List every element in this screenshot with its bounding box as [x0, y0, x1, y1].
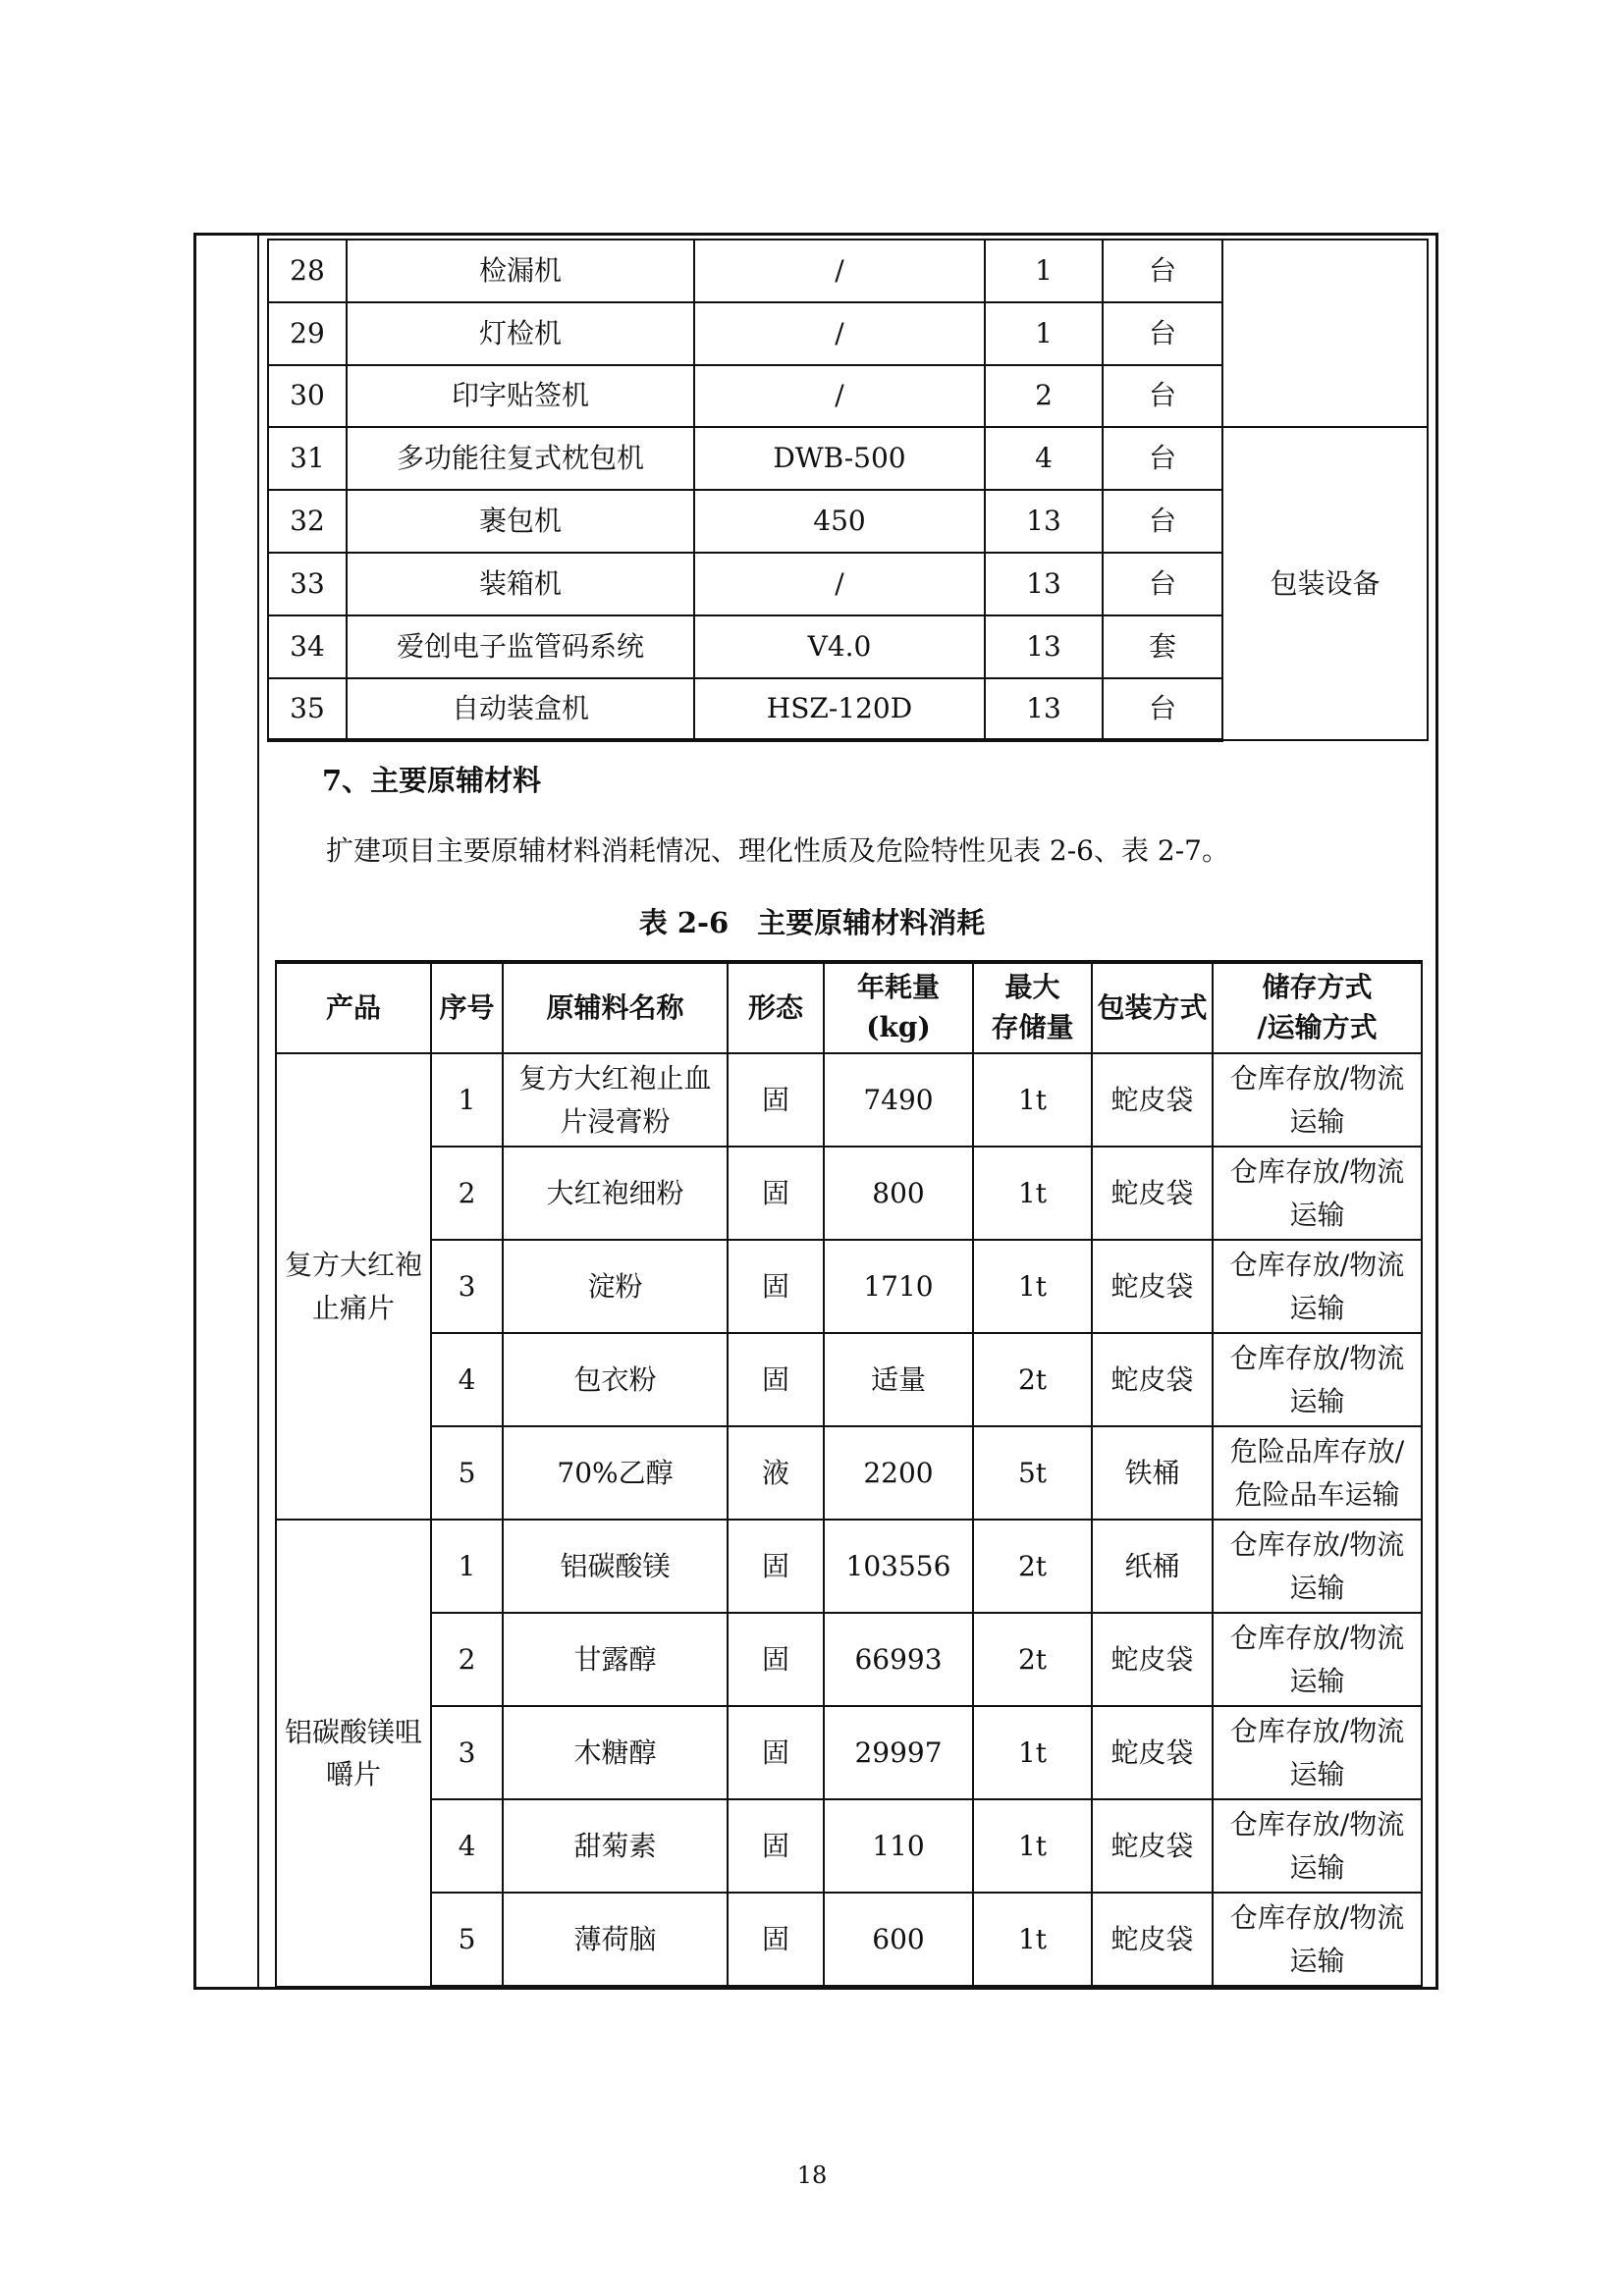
material-storage-line: 运输	[1289, 1104, 1345, 1138]
material-annual-cell: 1710	[824, 1240, 973, 1333]
equipment-name-cell: 灯检机	[347, 302, 694, 365]
frame-inner-rule	[257, 236, 259, 1988]
materials-row	[276, 1426, 1422, 1520]
material-storage-cell	[1213, 1799, 1422, 1893]
material-annual-cell: 29997	[824, 1706, 973, 1799]
material-storage-cell	[1213, 1613, 1422, 1706]
material-annual-cell: 600	[824, 1893, 973, 1987]
material-state-cell: 固	[728, 1147, 824, 1240]
materials-row	[276, 1799, 1422, 1893]
materials-table	[275, 960, 1423, 1989]
header-annual-line1: 年耗量	[856, 971, 940, 1004]
material-no-cell: 3	[431, 1706, 503, 1799]
equipment-no-cell: 31	[268, 427, 347, 490]
material-max-storage-cell: 1t	[973, 1893, 1092, 1987]
material-max-storage-cell: 1t	[973, 1706, 1092, 1799]
material-packaging-cell: 蛇皮袋	[1092, 1706, 1213, 1799]
equipment-no-cell: 32	[268, 490, 347, 553]
material-annual-cell: 66993	[824, 1613, 973, 1706]
material-no-cell: 4	[431, 1799, 503, 1893]
material-state-cell: 固	[728, 1893, 824, 1987]
header-annual-line2: (kg)	[866, 1011, 931, 1043]
equipment-model-cell: HSZ-120D	[694, 678, 985, 741]
material-packaging-cell: 蛇皮袋	[1092, 1613, 1213, 1706]
material-storage-line: 运输	[1289, 1384, 1345, 1417]
material-no-cell: 3	[431, 1240, 503, 1333]
equipment-unit-cell: 台	[1103, 302, 1222, 365]
materials-row	[276, 1240, 1422, 1333]
material-name-line: 甜菊素	[573, 1829, 657, 1862]
material-name-line: 淀粉	[587, 1269, 643, 1303]
header-product: 产品	[276, 962, 431, 1053]
material-storage-line: 运输	[1289, 1757, 1345, 1790]
material-name-cell	[503, 1799, 728, 1893]
equipment-qty-cell: 13	[985, 678, 1103, 741]
material-no-cell: 5	[431, 1426, 503, 1520]
material-name-line: 铝碳酸镁	[560, 1549, 671, 1582]
material-max-storage-cell: 1t	[973, 1799, 1092, 1893]
product-name-line: 止痛片	[311, 1291, 395, 1324]
material-storage-cell	[1213, 1053, 1422, 1147]
equipment-model-cell: V4.0	[694, 615, 985, 678]
equipment-name-cell: 爱创电子监管码系统	[347, 615, 694, 678]
product-name-line: 铝碳酸镁咀	[284, 1715, 422, 1748]
material-storage-line: 仓库存放/物流	[1229, 1155, 1405, 1189]
equipment-row	[268, 427, 1428, 490]
equipment-row	[268, 240, 1428, 302]
material-state-cell: 固	[728, 1240, 824, 1333]
material-storage-line: 仓库存放/物流	[1229, 1715, 1405, 1748]
material-storage-cell	[1213, 1147, 1422, 1240]
material-no-cell: 5	[431, 1893, 503, 1987]
materials-row	[276, 1147, 1422, 1240]
equipment-unit-cell: 套	[1103, 615, 1222, 678]
header-no: 序号	[431, 962, 503, 1053]
equipment-unit-cell: 台	[1103, 365, 1222, 428]
material-state-cell: 固	[728, 1706, 824, 1799]
material-name-line: 70%乙醇	[557, 1456, 674, 1489]
materials-row	[276, 1053, 1422, 1147]
material-name-cell	[503, 1613, 728, 1706]
equipment-name-cell: 装箱机	[347, 553, 694, 615]
material-max-storage-cell: 5t	[973, 1426, 1092, 1520]
header-storage-transport	[1213, 962, 1422, 1053]
material-storage-line: 运输	[1289, 1850, 1345, 1884]
material-name-cell	[503, 1147, 728, 1240]
section-title: 7、主要原辅材料	[322, 764, 542, 797]
equipment-name-cell: 多功能往复式枕包机	[347, 427, 694, 490]
material-name-line: 包衣粉	[573, 1362, 657, 1396]
header-max-line1: 最大	[1004, 971, 1060, 1004]
material-storage-line: 仓库存放/物流	[1229, 1528, 1405, 1562]
header-store-line2: /运输方式	[1257, 1011, 1378, 1043]
equipment-name-cell: 裹包机	[347, 490, 694, 553]
equipment-qty-cell: 13	[985, 490, 1103, 553]
material-storage-line: 运输	[1289, 1571, 1345, 1604]
equipment-unit-cell: 台	[1103, 553, 1222, 615]
header-store-line1: 储存方式	[1262, 971, 1373, 1004]
material-packaging-cell: 蛇皮袋	[1092, 1147, 1213, 1240]
materials-row	[276, 1613, 1422, 1706]
equipment-name-cell: 印字贴签机	[347, 365, 694, 428]
material-packaging-cell: 纸桶	[1092, 1520, 1213, 1613]
equipment-no-cell: 35	[268, 678, 347, 741]
material-name-cell	[503, 1333, 728, 1426]
header-material-name: 原辅料名称	[503, 962, 728, 1053]
material-state-cell: 液	[728, 1426, 824, 1520]
equipment-unit-cell: 台	[1103, 678, 1222, 741]
material-annual-cell: 适量	[824, 1333, 973, 1426]
header-packaging: 包装方式	[1092, 962, 1213, 1053]
product-name-line: 复方大红袍	[284, 1249, 422, 1282]
material-storage-cell	[1213, 1520, 1422, 1613]
table-caption: 表 2-6 主要原辅材料消耗	[638, 906, 986, 939]
material-no-cell: 2	[431, 1613, 503, 1706]
material-name-cell	[503, 1706, 728, 1799]
equipment-unit-cell: 台	[1103, 427, 1222, 490]
header-annual-consumption	[824, 962, 973, 1053]
material-annual-cell: 110	[824, 1799, 973, 1893]
equipment-group-cell: 包装设备	[1222, 427, 1428, 740]
equipment-qty-cell: 1	[985, 240, 1103, 302]
equipment-no-cell: 34	[268, 615, 347, 678]
equipment-qty-cell: 2	[985, 365, 1103, 428]
page-number: 18	[796, 2162, 828, 2189]
material-name-cell	[503, 1893, 728, 1987]
material-storage-cell	[1213, 1240, 1422, 1333]
material-packaging-cell: 蛇皮袋	[1092, 1799, 1213, 1893]
equipment-name-cell: 自动装盒机	[347, 678, 694, 741]
material-storage-line: 危险品车运输	[1234, 1477, 1400, 1511]
equipment-no-cell: 29	[268, 302, 347, 365]
material-name-cell	[503, 1426, 728, 1520]
material-name-line: 复方大红袍止血	[518, 1062, 712, 1095]
header-max-line2: 存储量	[991, 1011, 1074, 1043]
equipment-model-cell: /	[694, 302, 985, 365]
material-annual-cell: 7490	[824, 1053, 973, 1147]
equipment-unit-cell: 台	[1103, 490, 1222, 553]
material-name-line: 薄荷脑	[573, 1922, 657, 1955]
product-name-line: 嚼片	[325, 1758, 381, 1790]
equipment-unit-cell: 台	[1103, 240, 1222, 302]
product-cell	[276, 1520, 431, 1987]
material-annual-cell: 800	[824, 1147, 973, 1240]
material-name-line: 片浸膏粉	[560, 1104, 671, 1138]
material-storage-line: 仓库存放/物流	[1229, 1901, 1405, 1935]
material-no-cell: 2	[431, 1147, 503, 1240]
material-state-cell: 固	[728, 1333, 824, 1426]
equipment-model-cell: /	[694, 240, 985, 302]
material-storage-line: 仓库存放/物流	[1229, 1249, 1405, 1282]
material-name-cell	[503, 1053, 728, 1147]
material-storage-line: 仓库存放/物流	[1229, 1062, 1405, 1095]
equipment-qty-cell: 1	[985, 302, 1103, 365]
material-max-storage-cell: 2t	[973, 1613, 1092, 1706]
material-no-cell: 1	[431, 1053, 503, 1147]
equipment-model-cell: DWB-500	[694, 427, 985, 490]
material-annual-cell: 103556	[824, 1520, 973, 1613]
materials-row	[276, 1520, 1422, 1613]
material-name-line: 木糖醇	[573, 1735, 657, 1769]
material-packaging-cell: 蛇皮袋	[1092, 1333, 1213, 1426]
material-storage-line: 运输	[1289, 1664, 1345, 1697]
material-storage-cell	[1213, 1426, 1422, 1520]
equipment-group-blank-cell	[1222, 240, 1428, 427]
material-storage-line: 运输	[1289, 1944, 1345, 1977]
material-storage-cell	[1213, 1333, 1422, 1426]
product-cell	[276, 1053, 431, 1520]
material-max-storage-cell: 2t	[973, 1333, 1092, 1426]
materials-header-row	[276, 962, 1422, 1053]
materials-row	[276, 1706, 1422, 1799]
material-packaging-cell: 铁桶	[1092, 1426, 1213, 1520]
material-storage-line: 运输	[1289, 1198, 1345, 1231]
materials-row	[276, 1893, 1422, 1987]
material-no-cell: 1	[431, 1520, 503, 1613]
material-storage-cell	[1213, 1893, 1422, 1987]
material-state-cell: 固	[728, 1520, 824, 1613]
material-state-cell: 固	[728, 1053, 824, 1147]
material-max-storage-cell: 1t	[973, 1053, 1092, 1147]
material-state-cell: 固	[728, 1613, 824, 1706]
material-name-line: 大红袍细粉	[546, 1176, 684, 1209]
materials-row	[276, 1333, 1422, 1426]
header-state: 形态	[728, 962, 824, 1053]
equipment-no-cell: 33	[268, 553, 347, 615]
equipment-qty-cell: 13	[985, 553, 1103, 615]
header-max-storage	[973, 962, 1092, 1053]
material-state-cell: 固	[728, 1799, 824, 1893]
material-no-cell: 4	[431, 1333, 503, 1426]
material-max-storage-cell: 1t	[973, 1240, 1092, 1333]
equipment-name-cell: 检漏机	[347, 240, 694, 302]
equipment-no-cell: 30	[268, 365, 347, 428]
material-storage-line: 仓库存放/物流	[1229, 1622, 1405, 1655]
equipment-no-cell: 28	[268, 240, 347, 302]
equipment-qty-cell: 13	[985, 615, 1103, 678]
material-storage-line: 危险品库存放/	[1229, 1435, 1405, 1468]
equipment-table	[267, 239, 1429, 742]
equipment-model-cell: /	[694, 365, 985, 428]
material-name-cell	[503, 1520, 728, 1613]
material-storage-cell	[1213, 1706, 1422, 1799]
material-max-storage-cell: 1t	[973, 1147, 1092, 1240]
equipment-model-cell: /	[694, 553, 985, 615]
material-name-cell	[503, 1240, 728, 1333]
material-storage-line: 仓库存放/物流	[1229, 1342, 1405, 1375]
material-annual-cell: 2200	[824, 1426, 973, 1520]
material-packaging-cell: 蛇皮袋	[1092, 1053, 1213, 1147]
material-packaging-cell: 蛇皮袋	[1092, 1893, 1213, 1987]
section-paragraph: 扩建项目主要原辅材料消耗情况、理化性质及危险特性见表 2-6、表 2-7。	[326, 834, 1229, 867]
material-storage-line: 仓库存放/物流	[1229, 1808, 1405, 1842]
material-packaging-cell: 蛇皮袋	[1092, 1240, 1213, 1333]
material-storage-line: 运输	[1289, 1291, 1345, 1324]
equipment-model-cell: 450	[694, 490, 985, 553]
material-max-storage-cell: 2t	[973, 1520, 1092, 1613]
equipment-qty-cell: 4	[985, 427, 1103, 490]
material-name-line: 甘露醇	[573, 1642, 657, 1676]
